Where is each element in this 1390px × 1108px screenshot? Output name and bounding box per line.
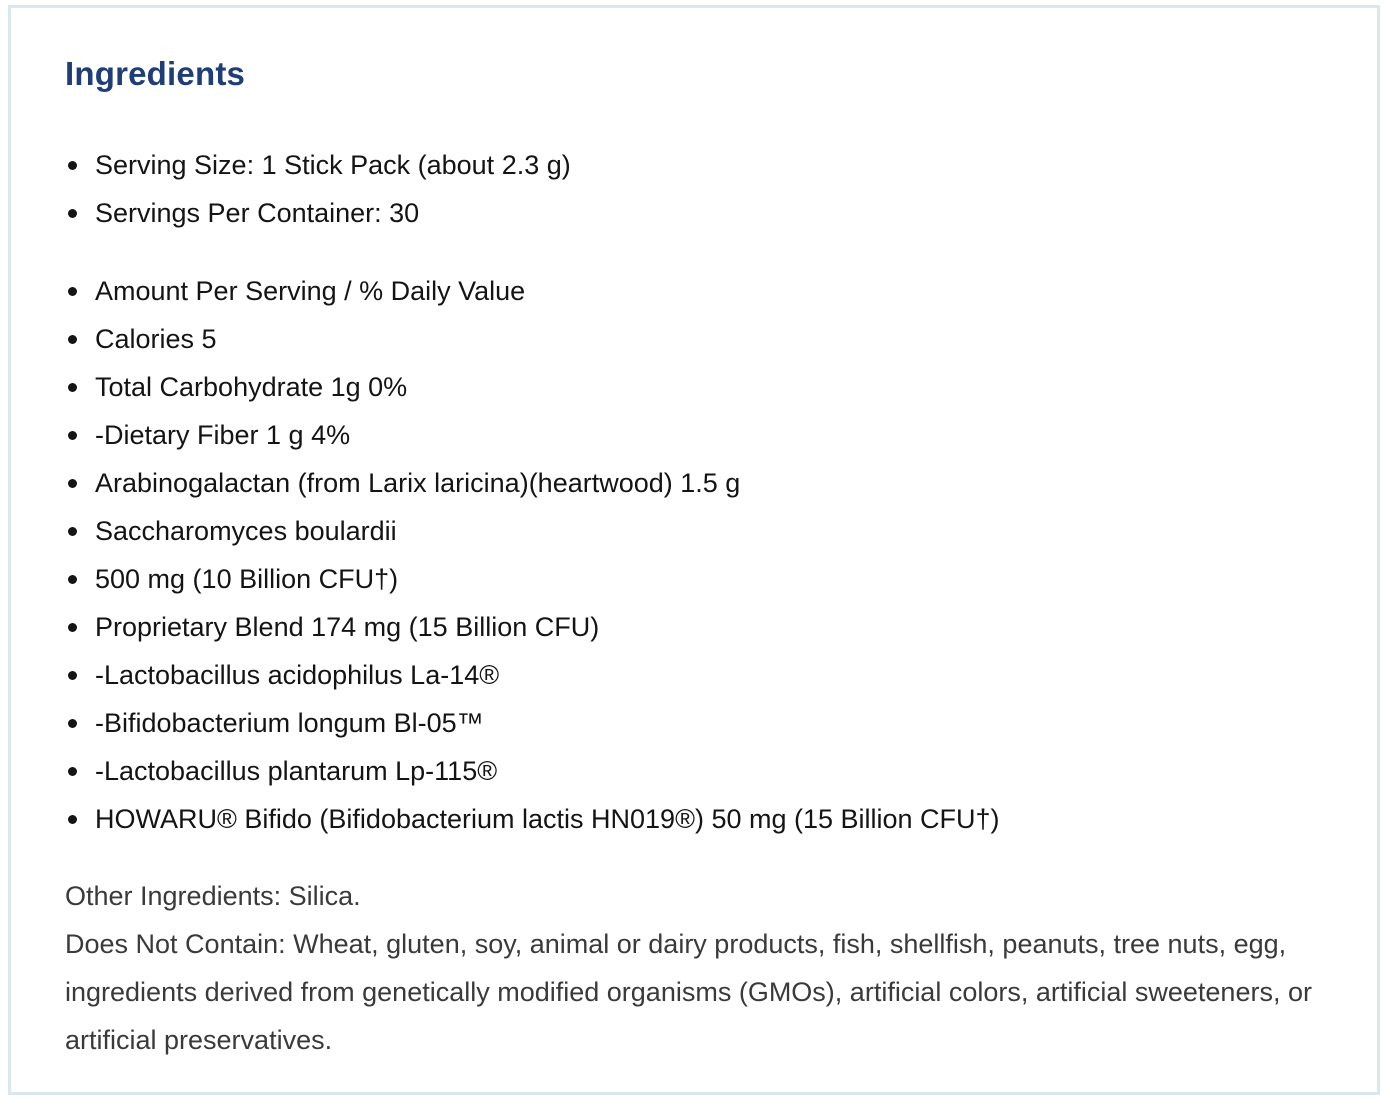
list-item bbox=[65, 189, 571, 237]
list-item bbox=[65, 747, 1000, 795]
serving-info-list bbox=[65, 141, 571, 237]
list-item-text: Amount Per Serving / % Daily Value bbox=[95, 276, 526, 306]
list-item-text: Saccharomyces boulardii bbox=[95, 516, 397, 546]
list-item bbox=[65, 459, 1000, 507]
bullet-icon bbox=[68, 623, 77, 632]
list-item-text: 500 mg (10 Billion CFU†) bbox=[95, 564, 399, 594]
list-item-text: HOWARU® Bifido (Bifidobacterium lactis HN019®) 50 mg (15 Billion CFU†) bbox=[95, 804, 1000, 834]
bullet-icon bbox=[68, 335, 77, 344]
list-item bbox=[65, 141, 571, 189]
bullet-icon bbox=[68, 767, 77, 776]
list-item-text: Proprietary Blend 174 mg (15 Billion CFU) bbox=[95, 612, 600, 642]
bullet-icon bbox=[68, 527, 77, 536]
bullet-icon bbox=[68, 431, 77, 440]
bullet-icon bbox=[68, 815, 77, 824]
list-item-text: -Bifidobacterium longum Bl-05™ bbox=[95, 708, 484, 738]
list-item-text: Total Carbohydrate 1g 0% bbox=[95, 372, 408, 402]
ingredients-panel bbox=[8, 5, 1380, 1095]
bullet-icon bbox=[68, 575, 77, 584]
bullet-icon bbox=[68, 671, 77, 680]
list-item bbox=[65, 507, 1000, 555]
bullet-icon bbox=[68, 209, 77, 218]
bullet-icon bbox=[68, 383, 77, 392]
list-item-text: Servings Per Container: 30 bbox=[95, 198, 420, 228]
list-item-text: -Lactobacillus plantarum Lp-115® bbox=[95, 756, 498, 786]
list-item-text: -Dietary Fiber 1 g 4% bbox=[95, 420, 351, 450]
list-item-text: Serving Size: 1 Stick Pack (about 2.3 g) bbox=[95, 150, 571, 180]
list-item bbox=[65, 795, 1000, 843]
nutrient-list bbox=[65, 267, 1000, 843]
list-item-text: Arabinogalactan (from Larix laricina)(heartwood) 1.5 g bbox=[95, 468, 741, 498]
other-ingredients-text: Other Ingredients: Silica. bbox=[65, 881, 361, 911]
other-ingredients-block bbox=[65, 872, 1315, 1064]
list-item bbox=[65, 315, 1000, 363]
list-item bbox=[65, 411, 1000, 459]
section-title: Ingredients bbox=[65, 55, 246, 92]
bullet-icon bbox=[68, 161, 77, 170]
bullet-icon bbox=[68, 719, 77, 728]
list-item-text: -Lactobacillus acidophilus La-14® bbox=[95, 660, 500, 690]
list-item bbox=[65, 699, 1000, 747]
list-item bbox=[65, 651, 1000, 699]
bullet-icon bbox=[68, 479, 77, 488]
bullet-icon bbox=[68, 287, 77, 296]
list-item bbox=[65, 267, 1000, 315]
list-item-text: Calories 5 bbox=[95, 324, 217, 354]
list-item bbox=[65, 363, 1000, 411]
does-not-contain-text: Does Not Contain: Wheat, gluten, soy, animal or dairy products, fish, shellfish, peanuts, tree nuts, egg, ingredients derived from genetically modified organisms (GMOs), artificial colors, artificial sweeteners, or artificial preservatives. bbox=[65, 929, 1312, 1055]
list-item bbox=[65, 603, 1000, 651]
list-item bbox=[65, 555, 1000, 603]
